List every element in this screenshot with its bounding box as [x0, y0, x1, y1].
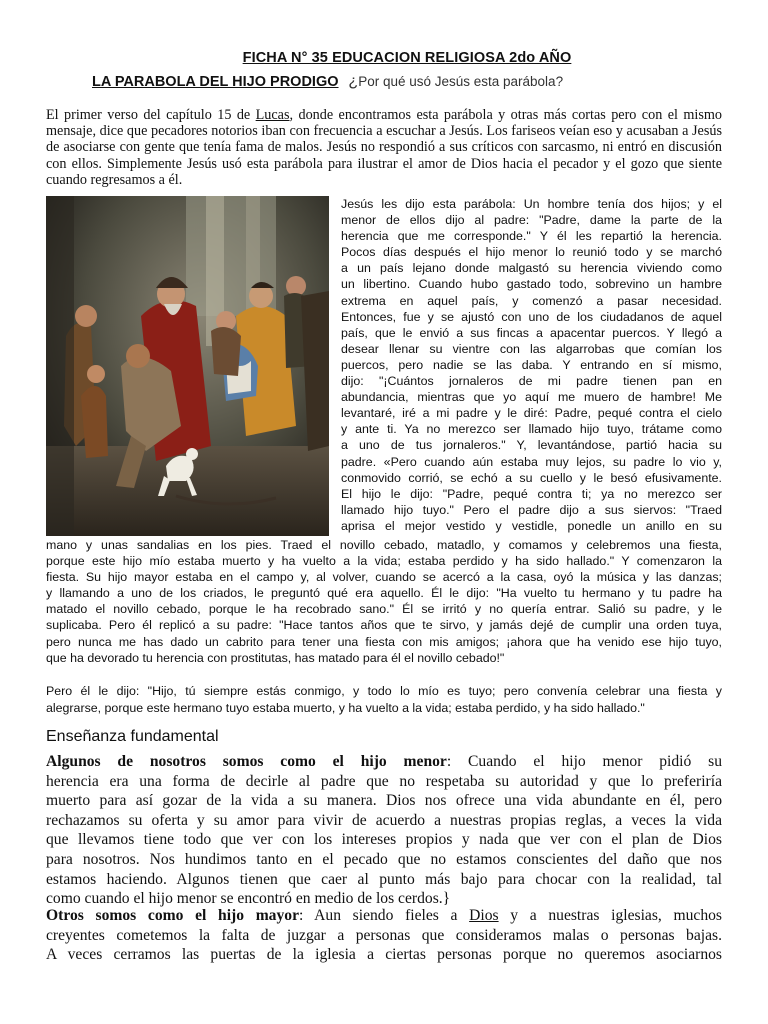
story-line: un libertino. Cuando hubo gastado todo, sobrevino un hambre — [341, 277, 722, 292]
story-line: conmovido corrió, se echó a su cuello y le besó efusivamente. — [341, 470, 722, 485]
story-line: matado el novillo cebado, porque le ha recobrado sano." Él se irritó y no quería entrar. Salió su padre, y le — [46, 602, 722, 617]
younger-son-paragraph — [46, 752, 722, 909]
teach-line: creyentes cometemos la falta de juzgar a personas que consideramos malas o personas bajas. — [46, 926, 722, 944]
story-line: a uno de tus jornaleros." Y, levantándose, partió hacia su — [341, 438, 722, 453]
story-line: dijo: "¡Cuántos jornaleros de mi padre tienen pan en — [341, 374, 722, 389]
story-line: suplicaba. Pero él replicó a su padre: "Hace tantos años que te sirvo, y jamás dejé de cumplir una orden tuya, — [46, 618, 722, 633]
story-line: llamado hijo tuyo." Pero el padre dijo a sus siervos: "Traed — [341, 502, 722, 517]
teach-line — [46, 906, 722, 926]
intro-text-b: , donde encontramos esta parábola y otras más cortas pero con el mismo mensaje, dice que pecadores notorios iban con frecuencia a escuchar a Jesús. Los fariseos veían eso y acusaban a Jesús de asociarse con gente que tenía fama de malos. Jesús no respondió a sus críticos con sarcasmo, ni entró en discusión con ellos. Simplemente Jesús usó esta parábola para ilustrar el amor de Dios hacia el pecador y el gozo que siente cuando regresamos a él. — [46, 107, 722, 188]
story-line: desear llenar su vientre con las algarrobas que comían los — [341, 341, 722, 356]
reply-line: Pero él le dijo: "Hijo, tú siempre estás conmigo, y todo lo mío es tuyo; pero convenía celebrar una fiesta y — [46, 684, 722, 698]
story-line: abundancia, mientras que yo aquí me muero de hambre! Me — [341, 390, 722, 405]
story-line: Pocos días después el hijo menor lo reunió todo y se marchó — [341, 245, 722, 260]
teach-line: muerto para así gozar de la vida a su manera. Dios nos ofrece una vida abundante en él, pero — [46, 792, 722, 810]
painting-image — [46, 196, 329, 536]
teach-line: A veces cerramos las puertas de la iglesia a ciertas personas porque no queremos asociarnos — [46, 946, 722, 964]
lucas-link[interactable]: Lucas — [255, 107, 290, 123]
teach-line: para nosotros. Nos hundimos tanto en el pecado que no estamos conscientes del daño que nos — [46, 850, 722, 868]
teach-text: y a nuestras iglesias, muchos — [498, 907, 722, 924]
story-line: menor de ellos dijo al padre: "Padre, dame la parte de la — [341, 213, 722, 228]
guiding-question — [348, 74, 563, 89]
story-line: El hijo le dijo: "Padre, pequé contra ti; ya no merezco ser — [341, 486, 722, 501]
reply-line: alegrarse, porque este hermano tuyo estaba muerto, y ha vuelto a la vida; estaba perdido, y ha sido hallado." — [46, 700, 645, 715]
story-line: herencia que me corresponde." Y él les repartió la herencia. — [341, 229, 722, 244]
story-line: y ante ti. Ya no merezco ser llamado hijo tuyo, trátame como — [341, 422, 722, 437]
story-line: Jesús les dijo esta parábola: Un hombre tenía dos hijos; y el — [341, 197, 722, 211]
teach-line: como cuando el hijo menor se encontró en medio de los cerdos.} — [46, 890, 451, 908]
question-text: Por qué usó Jesús esta parábola? — [358, 74, 564, 89]
story-line: fiesta. Su hijo mayor estaba en el campo y, al volver, cuando se acercó a la casa, oyó la música y las danzas; — [46, 570, 722, 585]
older-son-label: Otros somos como el hijo mayor — [46, 907, 299, 924]
teach-line: que llevamos tiene todo que ver con los intereses propios y nada que ver con el plan de Dios — [46, 831, 722, 849]
story-line: que ha devorado tu herencia con prostitutas, has matado para él el novillo cebado!" — [46, 650, 505, 665]
younger-son-label: Algunos de nosotros somos como el hijo menor — [46, 753, 447, 770]
story-line: y llamando a uno de los criados, le preguntó qué era aquello. Él le dijo: "Ha vuelto tu hermano y tu padre ha — [46, 586, 722, 601]
teach-text: : Cuando el hijo menor pidió su — [446, 753, 722, 770]
page-title: FICHA N° 35 EDUCACION RELIGIOSA 2do AÑO — [242, 50, 572, 66]
story-continuation — [46, 537, 722, 666]
story-column — [341, 196, 722, 534]
teach-text: : Aun siendo fieles a — [299, 907, 470, 924]
story-line: levantaré, iré a mi padre y le diré: Padre, pequé contra el cielo — [341, 406, 722, 421]
story-line: puercos, pero nadie se las daba. Y entrando en sí mismo, — [341, 357, 722, 372]
teach-line: rechazamos su oferta y su amor para vivir de acuerdo a nuestras propias reglas, a veces la vida — [46, 811, 722, 829]
father-reply — [46, 683, 722, 716]
story-line: Entonces, fue y se ajustó con uno de los ciudadanos de aquel — [341, 309, 722, 324]
dios-link[interactable]: Dios — [469, 907, 499, 924]
teach-line: estamos haciendo. Algunos tienen que caer al punto más bajo para chocar con la realidad, tal — [46, 870, 722, 888]
intro-paragraph — [46, 107, 722, 188]
intro-text-a: El primer verso del capítulo 15 de — [46, 107, 256, 123]
story-line: pero nunca me has dado un cabrito para tener una fiesta con mis amigos; ¡ahora que ha venido ese hijo tuyo, — [46, 634, 722, 649]
story-line: país, que le envió a sus fincas a apacentar puercos. Y llegó a — [341, 325, 722, 340]
question-mark: ¿ — [348, 73, 359, 90]
teach-line: herencia era una forma de decirle al padre que no respetaba su autoridad y que lo preferiría — [46, 772, 722, 790]
prodigal-son-painting — [46, 196, 329, 536]
story-line: a un país lejano donde malgastó su herencia viviendo como — [341, 261, 722, 276]
story-line: aprisa el mejor vestido y vestidle, ponedle un anillo en su — [341, 518, 722, 533]
subtitle-row — [92, 73, 563, 91]
story-line: porque este hijo mío estaba muerto y ha vuelto a la vida; estaba perdido y ha sido hallado." Y comenzaron la — [46, 554, 722, 569]
story-line: extrema en aquel país, y comenzó a pasar necesidad. — [341, 293, 722, 308]
teach-line — [46, 752, 722, 772]
parable-title: LA PARABOLA DEL HIJO PRODIGO — [92, 74, 339, 90]
story-line: mano y unas sandalias en los pies. Traed el novillo cebado, matadlo, y comamos y celebremos una fiesta, — [46, 538, 722, 552]
older-son-paragraph — [46, 906, 722, 965]
teaching-heading: Enseñanza fundamental — [46, 728, 219, 745]
story-line: padre. «Pero cuando aún estaba muy lejos, su padre lo vio y, — [341, 454, 722, 469]
